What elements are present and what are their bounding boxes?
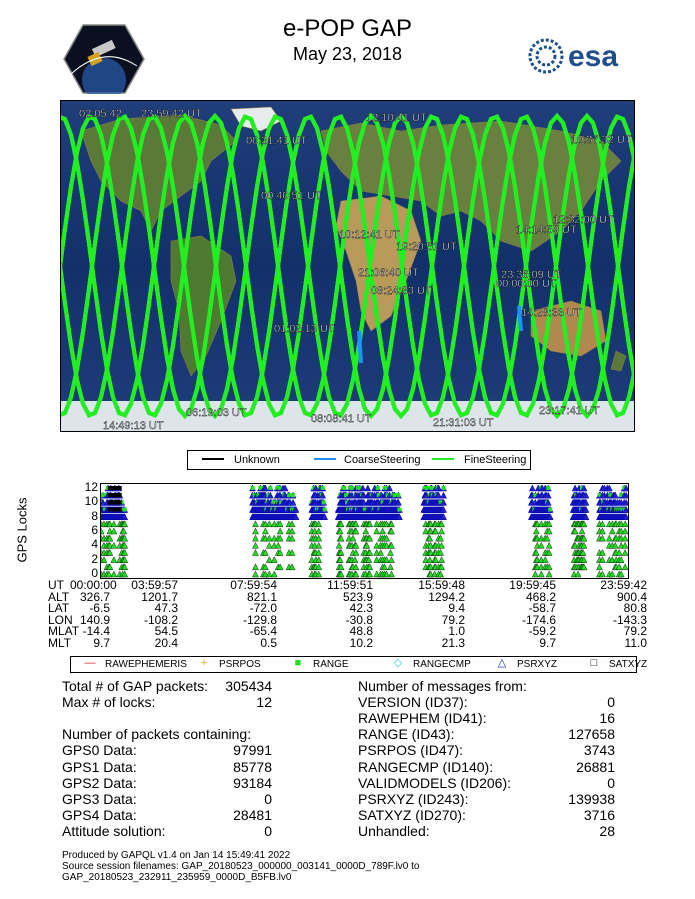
range-low-point — [388, 564, 394, 570]
legend-range: RANGE — [313, 659, 349, 670]
map-time-label: 23:36:09 UT — [501, 269, 562, 281]
footer-line-1: Produced by GAPQL v1.4 on Jan 14 15:49:41 2022 — [62, 850, 291, 861]
epop-logo — [63, 24, 145, 94]
range-low-point — [439, 557, 445, 563]
map-time-label: 02:05:42 — [79, 108, 122, 120]
left-stat-label: Attitude solution: — [62, 822, 166, 839]
table-cell: 1.0 — [448, 624, 465, 638]
footer-line-3: GAP_20180523_232911_235959_0000D_B5FB.lv0 — [62, 872, 292, 883]
psrxyz-point — [529, 485, 535, 491]
satxyz-point — [118, 486, 122, 490]
range-low-point — [111, 542, 117, 548]
psrxyz-point — [441, 492, 447, 498]
range-low-point — [622, 564, 628, 570]
right-stat-label: PSRXYZ (ID243): — [358, 790, 469, 807]
psrxyz-marker: △ — [497, 657, 507, 669]
table-cell: 15:59:48 — [418, 578, 465, 592]
page-title: e-POP GAP — [283, 15, 412, 42]
map-time-label: 14:49:13 UT — [103, 420, 164, 431]
range-low-point — [266, 521, 272, 527]
range-point — [323, 508, 327, 512]
table-cell: -143.3 — [612, 612, 647, 627]
map-time-label: 10:12:41 UT — [339, 229, 400, 241]
range-point — [396, 493, 400, 497]
range-low-point — [111, 557, 117, 563]
range-low-point — [532, 571, 538, 577]
range-low-point — [266, 542, 272, 548]
map-time-label: 00:40:51 UT — [261, 190, 322, 202]
steering-legend — [187, 450, 531, 470]
satxyz-point — [118, 508, 122, 512]
table-cell: -59.2 — [528, 624, 556, 638]
table-cell: 47.3 — [154, 601, 178, 615]
rawephemeris-marker: — — [84, 657, 96, 669]
right-stat-label: RANGECMP (ID140): — [358, 758, 494, 775]
legend-psrpos: PSRPOS — [219, 659, 261, 670]
range-low-point — [606, 535, 612, 541]
table-row-label: LAT — [48, 601, 70, 615]
range-point — [251, 486, 255, 490]
table-cell: 79.2 — [623, 624, 647, 638]
range-low-point — [252, 571, 258, 577]
range-low-point — [275, 542, 281, 548]
range-point — [376, 486, 380, 490]
range-low-point — [111, 571, 117, 577]
range-point — [425, 486, 429, 490]
range-low-point — [542, 557, 548, 563]
range-low-point — [609, 528, 615, 534]
right-stat-value: 0 — [607, 694, 615, 711]
table-row-label: ALT — [48, 589, 70, 604]
table-cell: -6.5 — [89, 601, 110, 615]
range-low-point — [546, 571, 552, 577]
y-tick-label: 4 — [91, 537, 98, 552]
map-time-label: 14:28:33 UT — [521, 307, 582, 319]
table-cell: 19:59:45 — [509, 578, 556, 592]
range-low-point — [622, 521, 628, 527]
right-stat-value: 28 — [599, 822, 615, 839]
table-cell: -129.8 — [242, 612, 277, 627]
range-point — [287, 493, 291, 497]
range-point — [430, 486, 434, 490]
message-legend — [70, 656, 648, 673]
range-low-point — [252, 564, 258, 570]
range-low-point — [252, 550, 258, 556]
range-low-point — [316, 542, 322, 548]
range-low-point — [546, 542, 552, 548]
map-time-label: 00:00:00 UT — [496, 278, 557, 290]
range-low-point — [427, 557, 433, 563]
esa-logo — [528, 38, 638, 74]
svg-text:esa: esa — [568, 40, 619, 73]
right-stat-label: RANGE (ID43): — [358, 726, 455, 743]
range-low-point — [271, 571, 277, 577]
range-low-point — [622, 542, 628, 548]
left-stat-label: GPS1 Data: — [62, 758, 137, 775]
right-stat-label: VALIDMODELS (ID206): — [358, 774, 512, 791]
right-stat-value: 3716 — [583, 806, 615, 823]
table-cell: -108.2 — [143, 612, 178, 627]
range-low-point — [533, 528, 539, 534]
map-time-label: 00:31:41 UT — [246, 135, 307, 147]
range-point — [342, 486, 346, 490]
map-time-label: 08:24:33 UT — [371, 285, 432, 297]
range-point — [397, 508, 401, 512]
table-cell: 1201.7 — [141, 589, 178, 604]
table-row-label: MLT — [48, 635, 72, 650]
range-low-point — [622, 528, 628, 534]
range-low-point — [575, 571, 581, 577]
table-row-label: UT — [48, 578, 64, 592]
table-row-label: MLAT — [48, 624, 80, 638]
right-stat-value: 139938 — [568, 790, 615, 807]
range-low-point — [252, 535, 258, 541]
unknown-swatch — [202, 458, 224, 460]
right-stat-value: 26881 — [576, 758, 615, 775]
left-stat-label: Max # of locks: — [62, 694, 156, 711]
legend-psrxyz: PSRXYZ — [517, 659, 558, 670]
range-point — [101, 493, 105, 497]
orbit-table — [0, 580, 695, 655]
legend-unknown: Unknown — [234, 454, 280, 466]
ground-track-map — [60, 100, 635, 432]
table-cell: 9.7 — [539, 635, 556, 650]
table-cell: 821.1 — [246, 589, 277, 604]
range-low-point — [350, 535, 356, 541]
map-time-label: 10:37:32 UT — [571, 134, 632, 146]
range-low-point — [378, 550, 384, 556]
range-low-point — [262, 528, 268, 534]
range-low-point — [389, 557, 395, 563]
table-cell: 10.2 — [349, 635, 373, 650]
range-low-point — [101, 528, 104, 534]
satxyz-point — [118, 493, 122, 497]
range-low-point — [363, 528, 369, 534]
table-cell: 54.5 — [154, 624, 178, 638]
range-point — [291, 493, 295, 497]
fine-swatch — [432, 458, 454, 460]
table-cell: 00:00:00 — [70, 578, 117, 592]
range-point — [123, 508, 127, 512]
table-cell: 79.2 — [441, 612, 465, 627]
table-cell: 23:59:42 — [600, 578, 647, 592]
table-cell: 20.4 — [154, 635, 178, 650]
table-cell: -30.8 — [345, 612, 373, 627]
table-row-label: LON — [48, 612, 73, 627]
left-stat-value: 305434 — [225, 678, 272, 694]
table-cell: 1294.2 — [428, 589, 465, 604]
range-low-point — [111, 528, 117, 534]
coarse-swatch — [314, 458, 336, 460]
range-low-point — [622, 535, 628, 541]
left-stat-value: 28481 — [233, 806, 272, 823]
right-stat-label: RAWEPHEM (ID41): — [358, 710, 487, 727]
y-tick-label: 2 — [91, 551, 98, 566]
map-time-label: 01:02:13 UT — [274, 323, 335, 335]
legend-fine: FineSteering — [464, 454, 527, 466]
range-low-point — [538, 571, 544, 577]
range-point — [268, 486, 272, 490]
map-time-label: 08:08:41 UT — [311, 413, 372, 425]
y-tick-label: 10 — [84, 494, 98, 509]
psrxyz-point — [365, 485, 371, 491]
range-point — [321, 486, 325, 490]
table-cell: 523.9 — [342, 589, 373, 604]
statistics — [0, 678, 695, 848]
legend-rangecmp: RANGECMP — [413, 659, 471, 670]
legend-rawephemeris: RAWEPHEMERIS — [105, 659, 187, 670]
left-stat-value: 0 — [264, 790, 272, 807]
table-cell: -72.0 — [249, 601, 277, 615]
table-cell: 21.3 — [441, 635, 465, 650]
map-time-label: 19:20:51 UT — [396, 241, 457, 253]
range-low-point — [374, 528, 380, 534]
table-cell: 42.3 — [349, 601, 373, 615]
map-time-label: 23:17:41 UT — [539, 405, 600, 417]
range-low-point — [579, 528, 585, 534]
table-cell: 80.8 — [623, 601, 647, 615]
range-low-point — [622, 550, 628, 556]
right-stat-label: Unhandled: — [358, 822, 430, 839]
left-stat-value: 97991 — [233, 742, 272, 759]
satxyz-point — [118, 500, 122, 504]
right-stat-value: 0 — [607, 774, 615, 791]
table-cell: 9.7 — [93, 635, 110, 650]
range-low-point — [252, 521, 258, 527]
map-time-label: 12:10:41 UT — [366, 112, 427, 124]
range-point — [548, 508, 552, 512]
range-low-point — [266, 571, 272, 577]
left-stat-value: 0 — [264, 822, 272, 839]
table-cell: 9.4 — [448, 601, 465, 615]
range-low-point — [596, 564, 602, 570]
table-cell: -58.7 — [528, 601, 556, 615]
table-cell: 11:59:51 — [327, 578, 373, 592]
y-tick-label: 6 — [91, 523, 98, 537]
range-low-point — [277, 528, 283, 534]
range-low-point — [252, 528, 258, 534]
table-cell: -65.4 — [249, 624, 277, 638]
range-low-point — [439, 528, 445, 534]
right-stat-label: Number of messages from: — [358, 678, 527, 694]
range-marker: ■ — [294, 657, 302, 669]
map-time-label: 23:59:42 UT — [141, 108, 202, 120]
range-point — [322, 500, 326, 504]
range-low-point — [336, 542, 342, 548]
table-cell: -14.4 — [82, 624, 110, 638]
range-point — [546, 486, 550, 490]
table-cell: 48.8 — [349, 624, 373, 638]
range-low-point — [266, 557, 272, 563]
rangecmp-marker: ◇ — [393, 657, 403, 669]
legend-coarse: CoarseSteering — [344, 454, 421, 466]
right-stat-value: 16 — [599, 710, 615, 727]
map-time-label: 21:06:40 UT — [358, 267, 419, 279]
range-low-point — [538, 542, 544, 548]
range-low-point — [111, 521, 117, 527]
left-stat-label: GPS2 Data: — [62, 774, 137, 791]
range-low-point — [266, 535, 272, 541]
map-time-label: 12:32:00 UT — [553, 214, 614, 226]
range-low-point — [380, 528, 386, 534]
coarse-track-segment — [359, 331, 361, 363]
left-stat-label: Number of packets containing: — [62, 726, 252, 743]
table-cell: 326.7 — [79, 589, 110, 604]
page-date: May 23, 2018 — [292, 44, 403, 64]
left-stat-value: 93184 — [233, 774, 272, 791]
legend-satxyz: SATXYZ — [609, 659, 648, 670]
y-tick-label: 0 — [91, 566, 98, 580]
footer — [62, 850, 420, 883]
range-low-point — [271, 557, 277, 563]
map-time-label: 14:14:59 UT — [516, 224, 577, 236]
footer-line-2: Source session filenames: GAP_20180523_000000_003141_0000D_789F.lv0 to — [62, 861, 420, 872]
psrpos-marker: + — [200, 657, 208, 669]
left-stat-value: 12 — [256, 694, 272, 711]
range-point — [442, 486, 446, 490]
gps-locks-plot — [100, 483, 629, 579]
y-tick-label: 8 — [91, 508, 98, 523]
right-stat-label: PSRPOS (ID47): — [358, 742, 464, 759]
table-cell: 11.0 — [624, 635, 647, 650]
range-low-point — [316, 528, 322, 534]
satxyz-marker: □ — [590, 657, 598, 669]
right-stat-value: 127658 — [568, 726, 615, 743]
y-axis-label: GPS Locks — [14, 497, 30, 563]
table-cell: -174.6 — [521, 612, 556, 627]
left-stat-label: Total # of GAP packets: — [62, 678, 209, 694]
y-tick-label: 12 — [84, 480, 98, 494]
table-cell: 07:59:54 — [230, 578, 277, 592]
right-stat-value: 3743 — [583, 742, 615, 759]
right-stat-label: VERSION (ID37): — [358, 694, 468, 711]
range-low-point — [389, 571, 395, 577]
table-cell: 468.2 — [525, 589, 556, 604]
left-stat-label: GPS3 Data: — [62, 790, 137, 807]
range-low-point — [388, 550, 394, 556]
range-low-point — [252, 542, 258, 548]
left-stat-label: GPS0 Data: — [62, 742, 137, 759]
range-point — [350, 486, 354, 490]
table-cell: 900.4 — [616, 589, 647, 604]
y-axis-ticks — [70, 477, 98, 587]
left-stat-value: 85778 — [233, 758, 272, 775]
table-cell: 03:59:57 — [131, 578, 178, 592]
table-cell: 140.9 — [79, 612, 110, 627]
left-stat-label: GPS4 Data: — [62, 806, 137, 823]
table-cell: 0.5 — [260, 635, 277, 650]
range-point — [392, 493, 396, 497]
right-stat-label: SATXYZ (ID270): — [358, 806, 466, 823]
map-time-label: 21:31:03 UT — [433, 417, 494, 429]
map-time-label: 06:19:03 UT — [186, 407, 247, 419]
